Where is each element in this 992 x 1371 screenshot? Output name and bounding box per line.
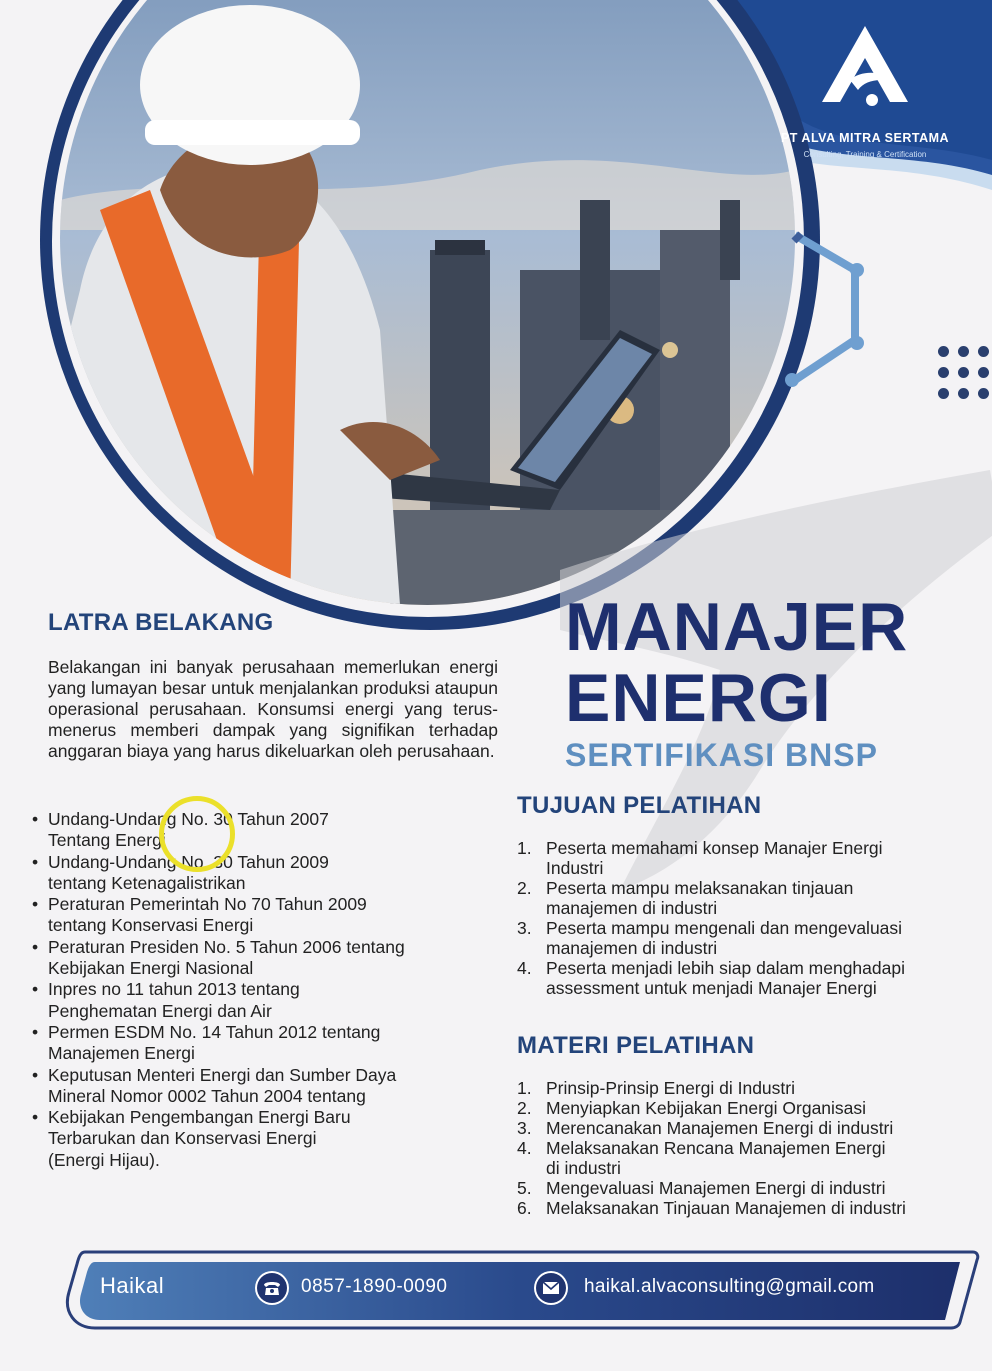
phone-icon	[255, 1271, 289, 1305]
envelope-icon	[534, 1271, 568, 1305]
list-item: • Inpres no 11 tahun 2013 tentang Penghematan Energi dan Air	[30, 979, 500, 1022]
list-item: 5. Mengevaluasi Manajemen Energi di industri	[517, 1178, 886, 1198]
list-item: • Kebijakan Pengembangan Energi Baru Terbarukan dan Konservasi Energi (Energi Hijau).	[30, 1107, 500, 1171]
list-item: 1. Peserta memahami konsep Manajer Energi Industri	[517, 838, 883, 878]
list-item: 3. Merencanakan Manajemen Energi di industri	[517, 1118, 894, 1138]
list-item: 2. Menyiapkan Kebijakan Energi Organisasi	[517, 1098, 867, 1118]
materi-list	[517, 1078, 977, 1218]
latar-heading: LATRA BELAKANG	[48, 609, 274, 636]
list-item: 1. Prinsip-Prinsip Energi di Industri	[517, 1078, 795, 1098]
list-item: • Undang-Undang No. 30 Tahun 2007 Tentang Energi	[30, 809, 500, 852]
list-item: • Peraturan Presiden No. 5 Tahun 2006 tentang Kebijakan Energi Nasional	[30, 937, 500, 980]
title-line-2: ENERGI	[565, 660, 832, 736]
list-item: 3. Peserta mampu mengenali dan mengevaluasi manajemen di industri	[517, 918, 903, 958]
tujuan-list	[517, 838, 977, 998]
company-name: PT ALVA MITRA SERTAMA	[780, 131, 950, 145]
list-item: • Permen ESDM No. 14 Tahun 2012 tentang Manajemen Energi	[30, 1022, 500, 1065]
list-item: 4. Melaksanakan Rencana Manajemen Energi di industri	[517, 1138, 886, 1178]
company-logo	[760, 20, 970, 170]
list-item: 6. Melaksanakan Tinjauan Manajemen di industri	[517, 1198, 906, 1218]
list-item: • Peraturan Pemerintah No 70 Tahun 2009 tentang Konservasi Energi	[30, 894, 500, 937]
company-tagline: Consulting, Training & Certification	[803, 150, 927, 159]
materi-heading: MATERI PELATIHAN	[517, 1032, 755, 1059]
subtitle: SERTIFIKASI BNSP	[565, 737, 878, 773]
regulation-list	[30, 809, 500, 1171]
contact-phone[interactable]: 0857-1890-0090	[301, 1276, 448, 1297]
latar-paragraph: Belakangan ini banyak perusahaan memerlukan energi yang lumayan besar untuk menjalankan produksi ataupun operasional perusahaan. Konsumsi energi yang terus-menerus memberi dampak yang signifikan terhadap anggaran biaya yang harus dikeluarkan oleh perusahaan.	[48, 657, 498, 761]
highlight-circle	[159, 796, 235, 872]
list-item: 2. Peserta mampu melaksanakan tinjauan manajemen di industri	[517, 878, 854, 918]
list-item: • Undang-Undang No. 30 Tahun 2009 tentang Ketenagalistrikan	[30, 852, 500, 895]
tujuan-heading: TUJUAN PELATIHAN	[517, 792, 762, 819]
hexagon-decoration-icon	[760, 225, 870, 395]
contact-email[interactable]: haikal.alvaconsulting@gmail.com	[584, 1276, 875, 1297]
list-item: 4. Peserta menjadi lebih siap dalam menghadapi assessment untuk menjadi Manajer Energi	[517, 958, 905, 998]
title-line-1: MANAJER	[565, 589, 909, 665]
contact-name: Haikal	[100, 1273, 165, 1298]
alva-logo-icon	[760, 20, 970, 130]
list-item: • Keputusan Menteri Energi dan Sumber Daya Mineral Nomor 0002 Tahun 2004 tentang	[30, 1065, 500, 1108]
